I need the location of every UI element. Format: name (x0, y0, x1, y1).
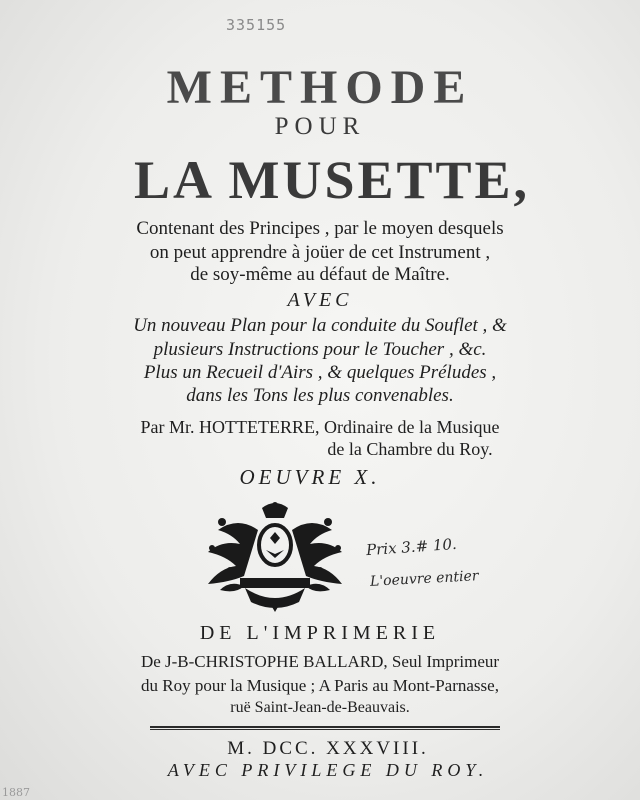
contents-line-4: dans les Tons les plus convenables. (186, 385, 454, 406)
opus-number: OEUVRE X. (239, 465, 381, 489)
contents-line-2: plusieurs Instructions pour le Toucher , &c. (153, 339, 487, 360)
title-line-la-musette: LA MUSETTE, (133, 150, 531, 210)
subtitle-line-2: on peut apprendre à joüer de cet Instrument , (149, 242, 491, 263)
imprint-heading: DE L'IMPRIMERIE (199, 622, 441, 644)
library-stamp-number: 335155 (226, 16, 287, 34)
corner-mark: 1887 (2, 786, 30, 799)
author-line-2: de la Chambre du Roy. (327, 439, 493, 459)
imprint-line-1: De J-B-CHRISTOPHE BALLARD, Seul Imprimeur (140, 652, 500, 671)
divider-rule-thick (150, 726, 500, 728)
title-line-methode: METHODE (166, 61, 474, 114)
royal-privilege: AVEC PRIVILEGE DU ROY. (167, 760, 489, 780)
royal-crest-ornament-icon (200, 500, 350, 615)
contents-line-1: Un nouveau Plan pour la conduite du Souflet , & (133, 315, 507, 336)
subtitle-line-3: de soy-même au défaut de Maître. (190, 264, 450, 285)
avec-heading: AVEC (287, 289, 353, 311)
contents-line-3: Plus un Recueil d'Airs , & quelques Préludes , (143, 362, 497, 383)
subtitle-line-1: Contenant des Principes , par le moyen desquels (136, 218, 504, 239)
author-line-1: Par Mr. HOTTETERRE, Ordinaire de la Musique (140, 417, 500, 437)
title-line-pour: POUR (274, 113, 366, 140)
handwritten-note: L'oeuvre entier (369, 568, 479, 590)
imprint-line-3: ruë Saint-Jean-de-Beauvais. (230, 699, 410, 716)
divider-rule-thin (150, 729, 500, 730)
publication-year: M. DCC. XXXVIII. (227, 738, 429, 759)
handwritten-price: Prix 3.# 10. (365, 534, 458, 560)
imprint-line-2: du Roy pour la Musique ; A Paris au Mont-Parnasse, (141, 676, 499, 695)
